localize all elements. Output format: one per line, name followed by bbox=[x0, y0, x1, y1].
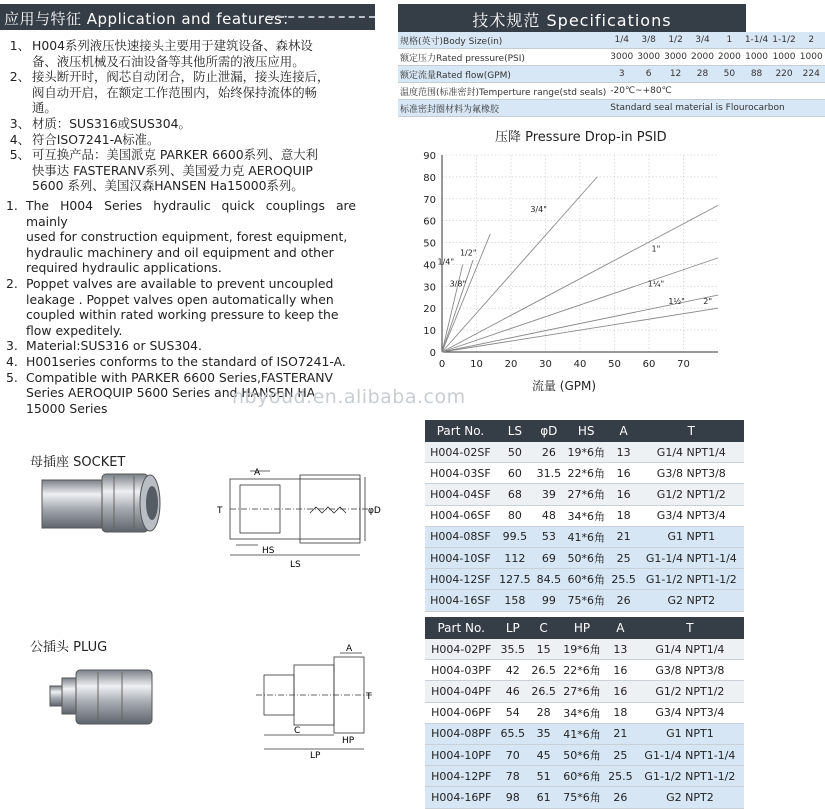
header-dash-divider bbox=[268, 16, 375, 18]
socket-dim-d: φD bbox=[368, 506, 381, 516]
chart-x-tick-label: 70 bbox=[677, 359, 690, 370]
plug-table-cell: 75*6角 bbox=[559, 787, 605, 808]
socket-table-header-cell: HS bbox=[564, 420, 609, 442]
socket-table-cell: 50 bbox=[496, 442, 534, 463]
chart-x-tick-label: 0 bbox=[438, 359, 446, 370]
plug-table-cell: 15 bbox=[528, 639, 559, 660]
socket-table-cell: 80 bbox=[496, 505, 534, 526]
plug-table-header-cell: Part No. bbox=[425, 617, 497, 639]
chart-series-label: 2" bbox=[703, 296, 713, 306]
feature-en-item-number: 4. bbox=[6, 353, 18, 369]
plug-table-cell: 21 bbox=[605, 723, 636, 744]
feature-cn-line: 快事达 FASTERANV系列、美国爱力克 AEROQUIP bbox=[32, 162, 313, 178]
feature-en-line: leakage . Poppet valves open automatically when bbox=[26, 291, 334, 307]
chart-y-tick-label: 70 bbox=[423, 194, 436, 206]
chart-y-tick-label: 80 bbox=[423, 172, 436, 184]
chart-y-tick-label: 10 bbox=[423, 326, 436, 338]
plug-dim-hp: HP bbox=[342, 736, 355, 746]
specs-header bbox=[398, 4, 746, 32]
plug-table-cell: 60*6角 bbox=[559, 766, 605, 787]
plug-table-cell: 65.5 bbox=[497, 723, 528, 744]
socket-table-row bbox=[425, 442, 744, 463]
plug-table-cell: H004-12PF bbox=[425, 766, 497, 787]
plug-table-cell: 61 bbox=[528, 787, 559, 808]
socket-table-cell: 31.5 bbox=[534, 463, 564, 484]
plug-table-cell: 13 bbox=[605, 639, 636, 660]
spec-row-seal bbox=[398, 100, 825, 117]
socket-table-cell: H004-16SF bbox=[425, 590, 496, 611]
plug-photo bbox=[48, 660, 158, 735]
chart-series-label: 3/4" bbox=[530, 204, 547, 214]
socket-table-cell: 48 bbox=[534, 505, 564, 526]
plug-drawing bbox=[250, 645, 380, 760]
spec-seal-value: Standard seal material is Flourocarbon bbox=[608, 100, 824, 117]
plug-table-cell: 35 bbox=[528, 723, 559, 744]
spec-temp-value: -20℃~+80℃ bbox=[608, 83, 824, 100]
socket-table-row bbox=[425, 526, 744, 547]
plug-table-row bbox=[425, 744, 744, 765]
plug-table-cell: 26.5 bbox=[528, 660, 559, 681]
socket-table-cell: 99 bbox=[534, 590, 564, 611]
plug-table-cell: 25.5 bbox=[605, 766, 636, 787]
socket-table bbox=[425, 420, 744, 612]
spec-row-label: 规格(英寸)Body Size(in) bbox=[398, 32, 608, 49]
feature-cn-item-number: 5、 bbox=[9, 147, 30, 163]
chart-y-tick-label: 50 bbox=[423, 238, 436, 250]
socket-table-cell: 26 bbox=[534, 442, 564, 463]
chart-x-tick-label: 40 bbox=[573, 359, 587, 370]
spec-temp-label: 温度范围(标准密封)Temperture range(std seals) bbox=[398, 83, 608, 100]
socket-table-cell: 21 bbox=[609, 526, 639, 547]
chart-series-label: 1¼" bbox=[647, 279, 665, 289]
feature-cn-item bbox=[8, 147, 368, 194]
plug-table-row bbox=[425, 723, 744, 744]
socket-table-cell: G3/8 NPT3/8 bbox=[639, 463, 744, 484]
socket-table-header-cell: LS bbox=[496, 420, 534, 442]
socket-table-cell: 112 bbox=[496, 547, 534, 568]
socket-table-cell: 99.5 bbox=[496, 526, 534, 547]
feature-cn-line: 通。 bbox=[32, 100, 57, 116]
plug-table-cell: H004-10PF bbox=[425, 744, 497, 765]
chart-series-label: 1/4" bbox=[437, 257, 455, 267]
plug-dim-lp: LP bbox=[310, 751, 321, 761]
plug-table-cell: 27*6角 bbox=[559, 681, 605, 702]
socket-table-cell: 53 bbox=[534, 526, 564, 547]
features-en-list bbox=[6, 198, 356, 416]
plug-table-cell: G1/4 NPT1/4 bbox=[636, 639, 744, 660]
socket-table-cell: H004-02SF bbox=[425, 442, 496, 463]
chart-y-tick-label: 60 bbox=[423, 216, 436, 228]
feature-en-line: Series AEROQUIP 5600 Series and HANSEN HA bbox=[26, 385, 316, 401]
features-header-title: 应用与特征 Application and features： bbox=[4, 10, 298, 28]
chart-x-tick-label: 10 bbox=[470, 359, 483, 370]
socket-table-cell: 84.5 bbox=[534, 569, 564, 590]
spec-row-label: 额定流量Rated flow(GPM) bbox=[398, 66, 608, 83]
plug-table-cell: 46 bbox=[497, 681, 528, 702]
plug-table-header-cell: HP bbox=[559, 617, 605, 639]
socket-table-cell: 25.5 bbox=[609, 569, 639, 590]
socket-dim-ls: LS bbox=[290, 560, 301, 570]
feature-cn-line: H004系列液压快速接头主要用于建筑设备、森林设 bbox=[32, 38, 313, 53]
plug-table-cell: 41*6角 bbox=[559, 723, 605, 744]
plug-table-cell: 26 bbox=[605, 787, 636, 808]
socket-table-cell: H004-10SF bbox=[425, 547, 496, 568]
plug-table-cell: 16 bbox=[605, 681, 636, 702]
socket-dim-hs: HS bbox=[262, 546, 275, 556]
plug-table-cell: H004-06PF bbox=[425, 702, 497, 723]
feature-cn-item bbox=[8, 38, 368, 69]
feature-cn-item bbox=[8, 116, 368, 132]
chart-series-label: 1½" bbox=[668, 296, 685, 306]
feature-cn-line: 备、液压机械及石油设备等其他所需的液压应用。 bbox=[32, 53, 305, 69]
feature-cn-item-number: 1、 bbox=[9, 38, 30, 53]
socket-table-cell: H004-04SF bbox=[425, 484, 496, 505]
plug-table-cell: H004-03PF bbox=[425, 660, 497, 681]
plug-table-row bbox=[425, 660, 744, 681]
plug-table-cell: H004-16PF bbox=[425, 787, 497, 808]
plug-table-cell: 98 bbox=[497, 787, 528, 808]
feature-cn-item bbox=[8, 132, 368, 148]
feature-en-line: Compatible with PARKER 6600 Series,FASTERANV bbox=[26, 369, 333, 385]
plug-title: 公插头 PLUG bbox=[30, 640, 108, 655]
plug-table-cell: 22*6角 bbox=[559, 660, 605, 681]
socket-table-cell: H004-08SF bbox=[425, 526, 496, 547]
features-cn-list bbox=[8, 38, 368, 194]
feature-cn-line: 材质：SUS316或SUS304。 bbox=[32, 115, 191, 131]
socket-table-cell: 13 bbox=[609, 442, 639, 463]
socket-table-cell: 50*6角 bbox=[564, 547, 609, 568]
socket-table-cell: 25 bbox=[609, 547, 639, 568]
feature-en-line: used for construction equipment, forest equipment, bbox=[26, 229, 348, 245]
socket-table-header-cell: Part No. bbox=[425, 420, 496, 442]
plug-dim-a: A bbox=[346, 644, 353, 654]
socket-table-header-cell: φD bbox=[534, 420, 564, 442]
plug-table-cell: 51 bbox=[528, 766, 559, 787]
spec-row bbox=[398, 32, 825, 49]
socket-table-row bbox=[425, 569, 744, 590]
chart-x-tick-label: 60 bbox=[642, 359, 656, 370]
spec-cell: 6 bbox=[635, 66, 662, 83]
socket-table-cell: G1-1/2 NPT1-1/2 bbox=[639, 569, 744, 590]
feature-cn-line: 接头断开时，阀芯自动闭合，防止泄漏，接头连接后， bbox=[32, 69, 330, 85]
plug-table-cell: 19*6角 bbox=[559, 639, 605, 660]
plug-table-cell: 25 bbox=[605, 744, 636, 765]
chart-title: 压降 Pressure Drop-in PSID bbox=[495, 130, 667, 145]
spec-cell: 224 bbox=[798, 66, 825, 83]
feature-cn-item-text bbox=[32, 69, 329, 116]
spec-seal-label: 标准密封圈材料为氟橡胶 bbox=[398, 100, 608, 117]
socket-table-cell: 158 bbox=[496, 590, 534, 611]
watermark-text: nbyoud.en.alibaba.com bbox=[232, 386, 466, 408]
socket-table-cell: G2 NPT2 bbox=[639, 590, 744, 611]
feature-cn-item-text bbox=[32, 147, 318, 194]
socket-table-cell: 41*6角 bbox=[564, 526, 609, 547]
spec-cell: 2000 bbox=[716, 49, 743, 66]
spec-cell: 1 bbox=[716, 32, 743, 49]
spec-cell: 1-1/2 bbox=[770, 32, 797, 49]
feature-cn-item-text bbox=[32, 38, 313, 69]
specs-header-title: 技术规范 Specifications bbox=[472, 11, 672, 30]
feature-en-item-number: 5. bbox=[6, 369, 18, 385]
socket-table-row bbox=[425, 484, 744, 505]
plug-table bbox=[425, 617, 744, 809]
feature-en-line: 15000 Series bbox=[26, 400, 108, 416]
plug-table-header-cell: T bbox=[636, 617, 744, 639]
feature-en-item-text bbox=[26, 338, 202, 354]
spec-cell: 3/4 bbox=[689, 32, 716, 49]
spec-cell: 1000 bbox=[798, 49, 825, 66]
spec-cell: 12 bbox=[662, 66, 689, 83]
spec-cell: 1-1/4 bbox=[743, 32, 770, 49]
feature-cn-item-text bbox=[32, 132, 159, 148]
chart-x-tick-label: 30 bbox=[539, 359, 552, 370]
socket-table-row bbox=[425, 590, 744, 611]
feature-cn-item-number: 2、 bbox=[9, 69, 30, 85]
socket-drawing bbox=[210, 465, 385, 575]
socket-table-cell: H004-06SF bbox=[425, 505, 496, 526]
spec-cell: 1000 bbox=[770, 49, 797, 66]
plug-table-cell: 50*6角 bbox=[559, 744, 605, 765]
plug-table-row bbox=[425, 787, 744, 808]
spec-cell: 2000 bbox=[689, 49, 716, 66]
feature-en-line: flow expeditely. bbox=[26, 322, 123, 338]
plug-table-row bbox=[425, 681, 744, 702]
spec-cell: 220 bbox=[770, 66, 797, 83]
spec-cell: 1/2 bbox=[662, 32, 689, 49]
socket-table-cell: 75*6角 bbox=[564, 590, 609, 611]
feature-cn-item-number: 3、 bbox=[9, 115, 30, 131]
feature-en-line: H001series conforms to the standard of ISO7241-A. bbox=[26, 353, 346, 369]
socket-photo bbox=[38, 468, 168, 538]
socket-table-row bbox=[425, 547, 744, 568]
socket-table-cell: 27*6角 bbox=[564, 484, 609, 505]
feature-en-item-number: 1. bbox=[6, 198, 18, 213]
plug-table-header-cell: LP bbox=[497, 617, 528, 639]
spec-table bbox=[398, 32, 825, 117]
socket-table-cell: 26 bbox=[609, 590, 639, 611]
plug-table-cell: G1-1/2 NPT1-1/2 bbox=[636, 766, 744, 787]
plug-table-cell: G1/2 NPT1/2 bbox=[636, 681, 744, 702]
feature-cn-item bbox=[8, 69, 368, 116]
plug-table-row bbox=[425, 639, 744, 660]
feature-en-item bbox=[6, 338, 356, 354]
spec-cell: 50 bbox=[716, 66, 743, 83]
socket-table-cell: 60*6角 bbox=[564, 569, 609, 590]
socket-dim-t: T bbox=[217, 506, 223, 516]
feature-en-line: coupled within rated working pressure to keep the bbox=[26, 307, 339, 323]
socket-table-cell: 39 bbox=[534, 484, 564, 505]
socket-table-cell: 60 bbox=[496, 463, 534, 484]
socket-table-cell: 22*6角 bbox=[564, 463, 609, 484]
socket-table-cell: H004-03SF bbox=[425, 463, 496, 484]
spec-row bbox=[398, 66, 825, 83]
feature-en-line: Poppet valves are available to prevent uncoupled bbox=[26, 275, 334, 291]
plug-dim-c: C bbox=[294, 726, 301, 736]
chart-y-tick-label: 90 bbox=[423, 151, 436, 162]
socket-table-cell: G3/4 NPT3/4 bbox=[639, 505, 744, 526]
chart-y-tick-label: 0 bbox=[429, 348, 436, 359]
feature-en-item bbox=[6, 276, 356, 338]
socket-title: 母插座 SOCKET bbox=[30, 455, 126, 470]
plug-table-cell: 16 bbox=[605, 660, 636, 681]
feature-en-item-number: 2. bbox=[6, 275, 18, 291]
spec-cell: 88 bbox=[743, 66, 770, 83]
features-header bbox=[0, 4, 375, 30]
spec-cell: 1/4 bbox=[608, 32, 635, 49]
feature-cn-line: 符合ISO7241-A标准。 bbox=[32, 131, 160, 147]
feature-en-item bbox=[6, 198, 356, 276]
feature-en-line: required hydraulic applications. bbox=[26, 260, 222, 276]
socket-table-cell: H004-12SF bbox=[425, 569, 496, 590]
socket-table-cell: 34*6角 bbox=[564, 505, 609, 526]
socket-table-cell: G1-1/4 NPT1-1/4 bbox=[639, 547, 744, 568]
feature-cn-item-number: 4、 bbox=[9, 131, 30, 147]
spec-row-temp bbox=[398, 83, 825, 100]
chart-y-tick-label: 20 bbox=[423, 304, 436, 316]
plug-table-cell: G1-1/4 NPT1-1/4 bbox=[636, 744, 744, 765]
spec-cell: 1000 bbox=[743, 49, 770, 66]
spec-row bbox=[398, 49, 825, 66]
plug-table-cell: 26.5 bbox=[528, 681, 559, 702]
spec-cell: 3 bbox=[608, 66, 635, 83]
spec-cell: 2 bbox=[798, 32, 825, 49]
chart-series-label: 1/2" bbox=[459, 248, 477, 258]
feature-en-item-text bbox=[26, 354, 346, 370]
socket-table-cell: 19*6角 bbox=[564, 442, 609, 463]
socket-table-cell: 16 bbox=[609, 463, 639, 484]
plug-table-cell: 34*6角 bbox=[559, 702, 605, 723]
chart-y-tick-label: 30 bbox=[423, 282, 436, 294]
plug-table-cell: 35.5 bbox=[497, 639, 528, 660]
spec-cell: 3000 bbox=[662, 49, 689, 66]
spec-row-label: 额定压力Rated pressure(PSI) bbox=[398, 49, 608, 66]
plug-table-cell: 28 bbox=[528, 702, 559, 723]
plug-table-row bbox=[425, 702, 744, 723]
feature-en-item bbox=[6, 354, 356, 370]
plug-table-header-cell: A bbox=[605, 617, 636, 639]
socket-table-cell: 16 bbox=[609, 484, 639, 505]
plug-table-cell: H004-08PF bbox=[425, 723, 497, 744]
spec-cell: 3000 bbox=[635, 49, 662, 66]
socket-table-cell: 68 bbox=[496, 484, 534, 505]
socket-table-header-cell: T bbox=[639, 420, 744, 442]
plug-table-cell: 45 bbox=[528, 744, 559, 765]
plug-table-cell: 42 bbox=[497, 660, 528, 681]
feature-en-line: The H004 Series hydraulic quick couplings are mainly bbox=[26, 198, 356, 229]
plug-table-cell: H004-04PF bbox=[425, 681, 497, 702]
plug-table-cell: H004-02PF bbox=[425, 639, 497, 660]
feature-cn-line: 5600 系列、美国汉森HANSEN Ha15000系列。 bbox=[32, 178, 304, 194]
socket-table-header-cell: A bbox=[609, 420, 639, 442]
plug-table-cell: 78 bbox=[497, 766, 528, 787]
socket-table-cell: G1/4 NPT1/4 bbox=[639, 442, 744, 463]
feature-en-line: Material:SUS316 or SUS304. bbox=[26, 338, 202, 354]
chart-series-label: 1" bbox=[651, 244, 661, 254]
plug-table-cell: 18 bbox=[605, 702, 636, 723]
socket-table-cell: 18 bbox=[609, 505, 639, 526]
socket-table-row bbox=[425, 505, 744, 526]
socket-table-cell: G1/2 NPT1/2 bbox=[639, 484, 744, 505]
feature-cn-line: 可互换产品：美国派克 PARKER 6600系列、意大利 bbox=[32, 147, 318, 163]
feature-en-line: hydraulic machinery and oil equipment and other bbox=[26, 244, 334, 260]
feature-en-item-text bbox=[26, 198, 356, 276]
plug-table-cell: G3/8 NPT3/8 bbox=[636, 660, 744, 681]
spec-cell: 28 bbox=[689, 66, 716, 83]
feature-en-item-number: 3. bbox=[6, 338, 18, 354]
plug-dim-t: T bbox=[366, 692, 372, 702]
socket-table-row bbox=[425, 463, 744, 484]
socket-table-cell: 127.5 bbox=[496, 569, 534, 590]
feature-cn-line: 阀自动开启，在额定工作范围内，始终保持流体的畅 bbox=[32, 84, 317, 100]
plug-table-header-cell: C bbox=[528, 617, 559, 639]
plug-table-cell: 70 bbox=[497, 744, 528, 765]
socket-dim-a: A bbox=[254, 468, 261, 478]
chart-x-axis-title: 流量 (GPM) bbox=[531, 379, 597, 393]
socket-table-cell: G1 NPT1 bbox=[639, 526, 744, 547]
spec-cell: 3/8 bbox=[635, 32, 662, 49]
feature-cn-item-text bbox=[32, 116, 191, 132]
chart-x-tick-label: 20 bbox=[504, 359, 518, 370]
plug-table-cell: 54 bbox=[497, 702, 528, 723]
spec-cell: 3000 bbox=[608, 49, 635, 66]
feature-en-item-text bbox=[26, 276, 339, 338]
pressure-drop-chart bbox=[410, 145, 740, 395]
plug-table-row bbox=[425, 766, 744, 787]
plug-table-cell: G2 NPT2 bbox=[636, 787, 744, 808]
socket-table-cell: 69 bbox=[534, 547, 564, 568]
chart-series-label: 3/8" bbox=[449, 279, 467, 289]
chart-x-tick-label: 50 bbox=[608, 359, 621, 370]
plug-table-cell: G1 NPT1 bbox=[636, 723, 744, 744]
chart-y-tick-label: 40 bbox=[423, 260, 436, 272]
plug-table-cell: G3/4 NPT3/4 bbox=[636, 702, 744, 723]
